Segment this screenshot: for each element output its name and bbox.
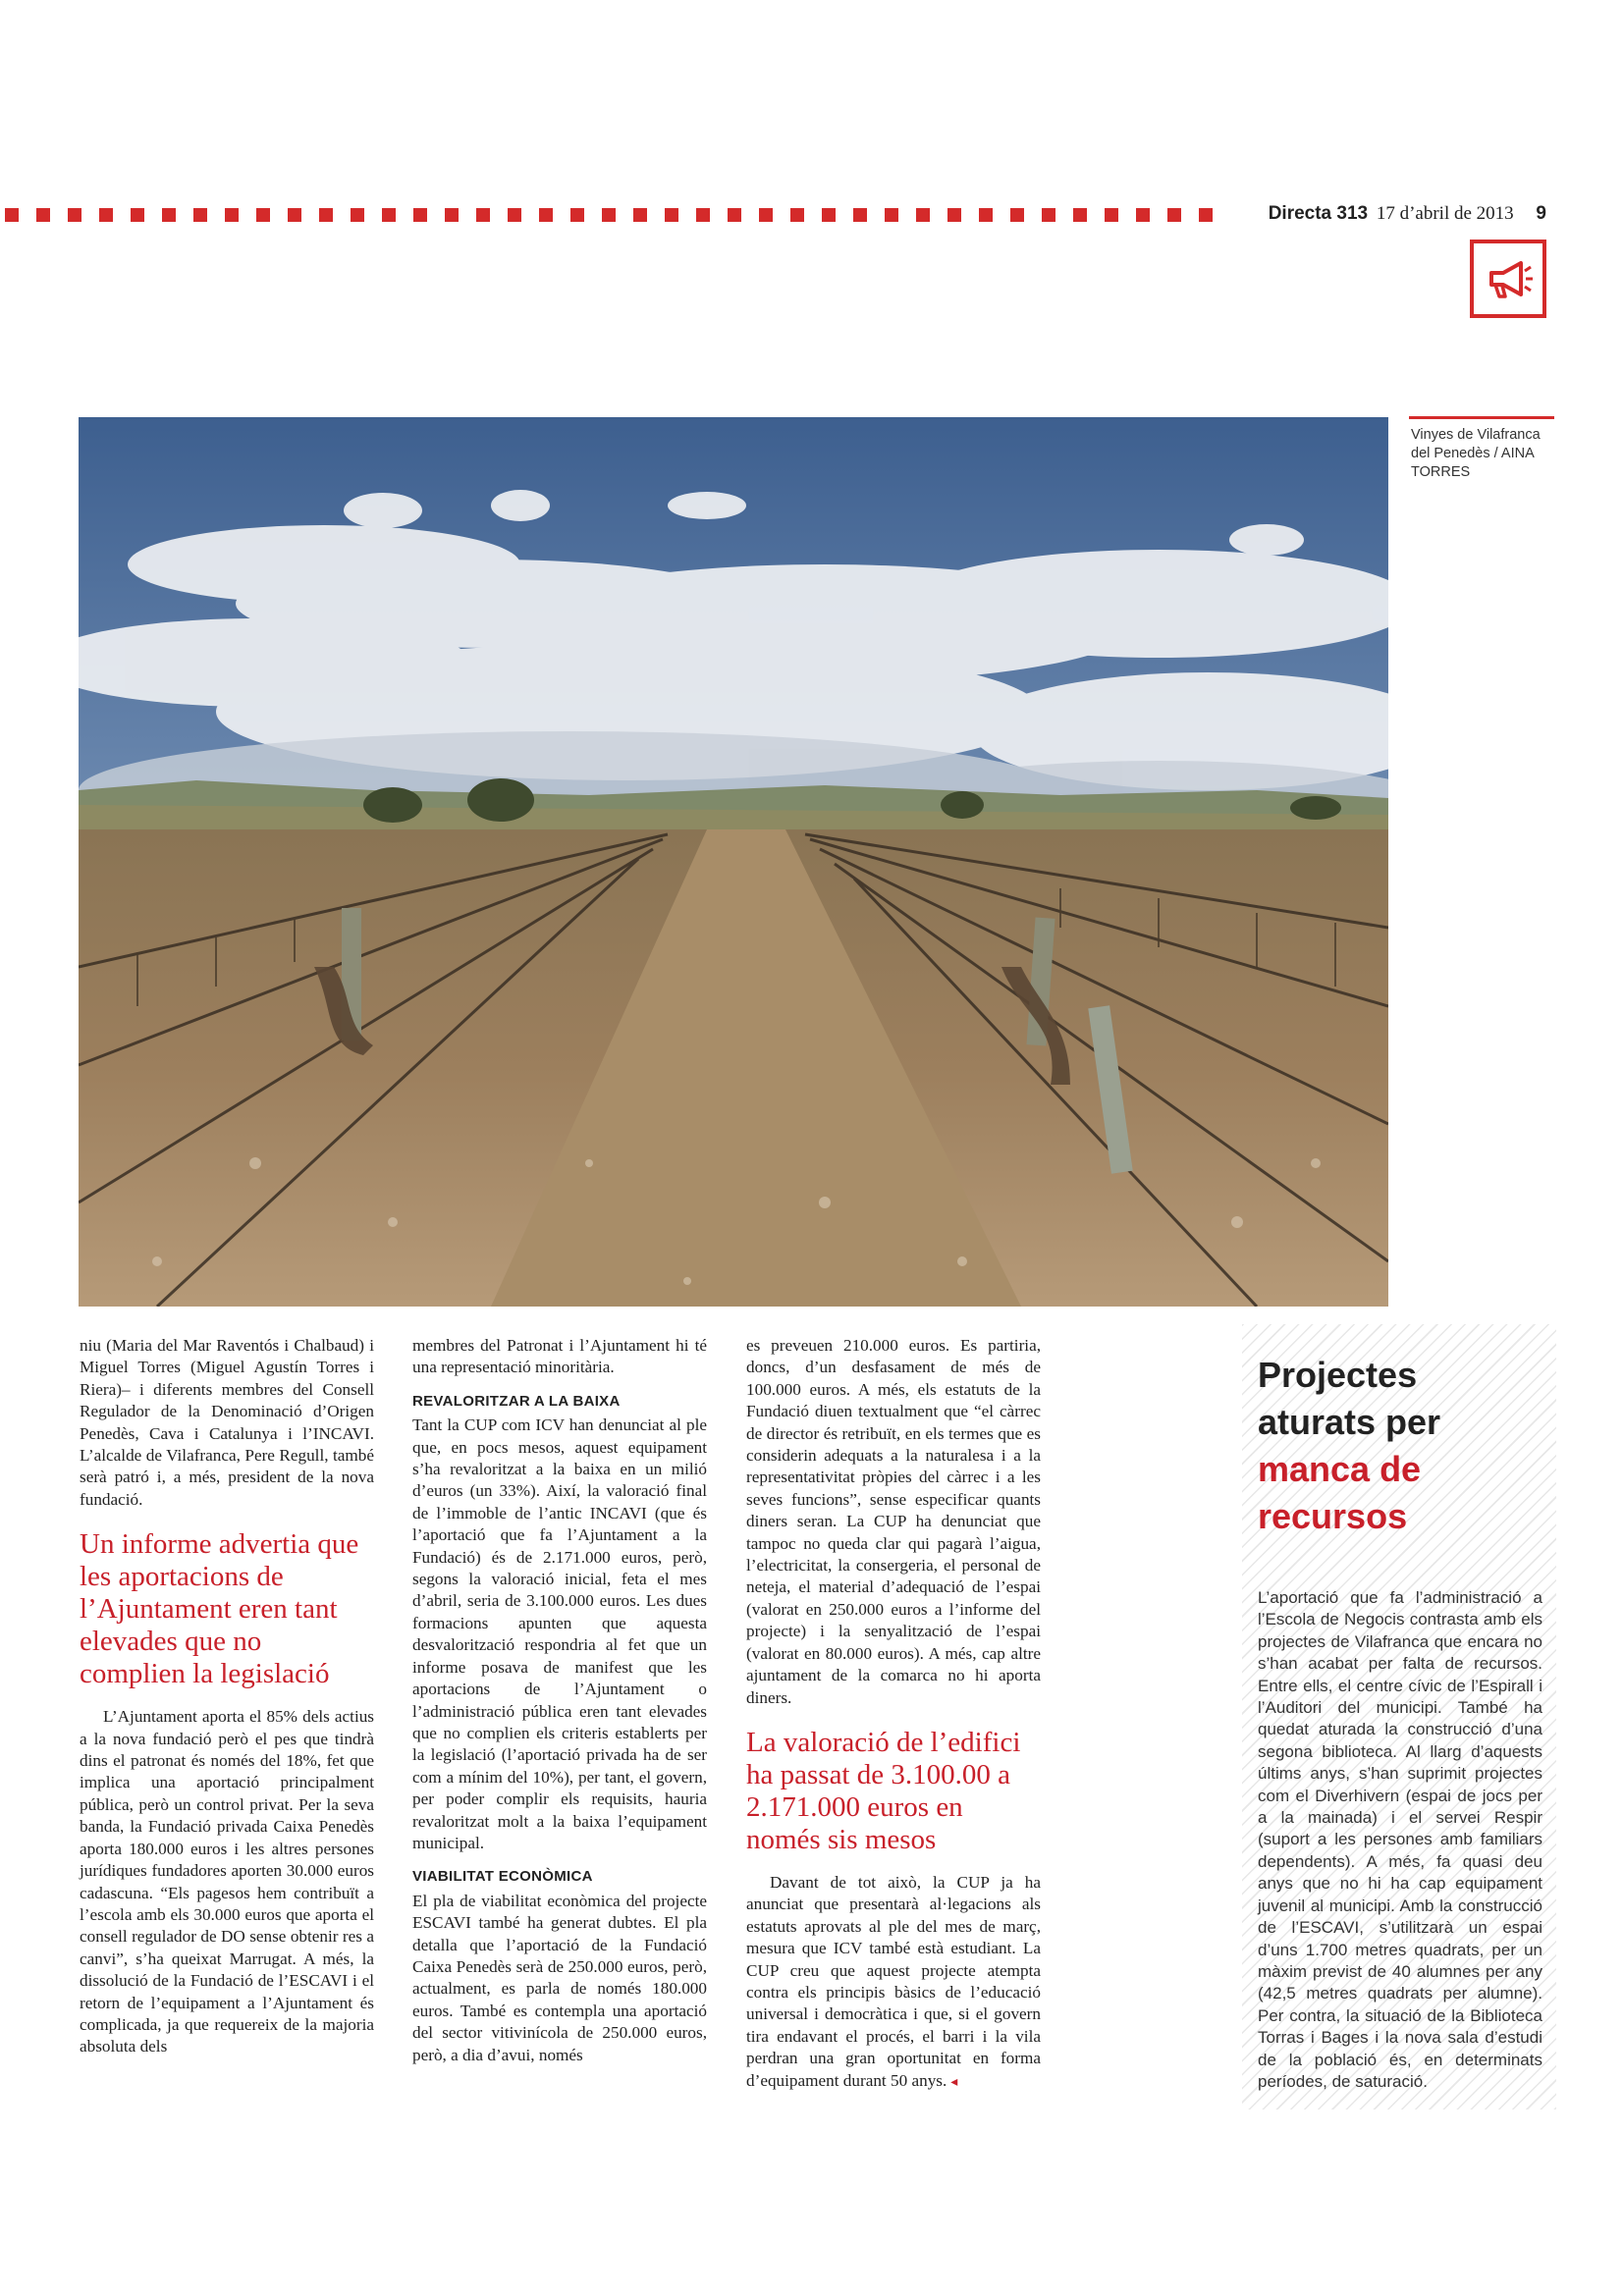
top-dashed-rule [5,208,1220,222]
caption-rule [1409,416,1554,419]
subhead-viabilitat: VIABILITAT ECONÒMICA [412,1868,593,1886]
paragraph: Tant la CUP com ICV han denunciat al ple que, en pocs mesos, aquest equipament s’ha revaloritzat a la baixa en un milió d’euros (un 33%). Així, la valoració final de l’immoble de l’antic INCAVI (que és l’aportació que fa l’Ajuntament a la Fundació) és de 2.171.000 euros, però, segons la valoració inicial, feta el mes d’abril, seria de 3.100.000 euros. Les dues formacions apunten que aquesta desvalorització respondria al fet que un informe posava de manifest que les aportacions de l’Ajuntament o l’administració pública eren tant elevades que no complien els criteris establerts per la legislació (l’aportació privada ha de ser com a mínim del 10%), per tant, el govern, per poder complir els requisits, hauria revaloritzat molt a la baixa l’equipament municipal. [412,1415,707,1852]
paragraph-text: Davant de tot això, la CUP ja ha anunciat que presentarà al·legacions als estatuts aprovats al ple del mes de març, mesura que ICV també està estudiant. La CUP creu que aquest projecte atempta contra els principis bàsics de l’educació universal i democràtica i que, si el govern tira endavant el procés, el barri i la vila perdran una gran oportunitat en forma d’equipament durant 50 anys. [746,1872,1041,2090]
page-folio [1269,203,1546,225]
paragraph: membres del Patronat i l’Ajuntament hi té una representació minoritària. [412,1336,707,1377]
paragraph: niu (Maria del Mar Raventós i Chalbaud) i Miguel Torres (Miguel Agustín Torres i Riera)– i diferents membres del Consell Regulador de la Denominació d’Origen Penedès, Cava i Catalunya i l’INCAVI. L’alcalde de Vilafranca, Pere Regull, també serà patró i, a més, president de la nova fundació. [80,1336,374,1509]
section-badge [1470,240,1546,318]
sidebar-title-part1: Projectes aturats per [1258,1355,1441,1442]
paragraph: L’Ajuntament aporta el 85% dels actius a la nova fundació però el pes que tindrà dins el patronat és només del 18%, fet que implica una aportació principalment pública, però un control privat. Per la seva banda, la Fundació privada Caixa Penedès aporta 180.000 euros i les altres persones jurídiques fundadores aporten 30.000 euros cadascuna. “Els pagesos hem contribuït a l’escola amb els 30.000 euros que aporta el consell regulador de DO sense obtenir res a canvi”, s’ha queixat Marrugat. A més, la dissolució de la Fundació de l’ESCAVI i el retorn de l’equipament a l’Ajuntament és complicada, ja que requereix de la majoria absoluta dels [80,1707,374,2056]
vineyard-photo [79,417,1388,1307]
article-column-2 [412,1335,707,2066]
megaphone-icon [1474,243,1542,314]
publication-name: Directa 313 [1268,203,1369,224]
sidebar-title-part2: manca de recursos [1258,1449,1422,1536]
subhead-revaloritzar: REVALORITZAR A LA BAIXA [412,1392,621,1410]
pull-headline-2: La valoració de l’edifici ha passat de 3.100.00 a 2.171.000 euros en només sis mesos [746,1726,1021,1855]
paragraph: es preveuen 210.000 euros. Es partiria, doncs, d’un desfasament de més de 100.000 euros. A més, els estatuts de la Fundació diuen textualment que “el càrrec de director és retribuït, en els termes que es considerin adequats a la naturalesa i a la representativitat pròpies del càrrec i a les seves funcions”, sense especificar quants diners seran. La CUP ha denunciat que tampoc no queda clar qui pagarà l’aigua, l’electricitat, la consergeria, el personal de neteja, el material d’adequació de l’espai (valorat en 250.000 euros a l’informe del projecte) i la senyalització de l’espai (valorat en 80.000 euros). A més, cap altre ajuntament de la comarca no hi aporta diners. [746,1336,1041,1707]
issue-date: 17 d’abril de 2013 [1376,203,1514,224]
sidebar-text: L’aportació que fa l’administració a l’Escola de Negocis contrasta amb els projectes de Vilafranca que encara no s’han acabat per falta de recursos. Entre ells, el centre cívic de l’Espirall i l’Auditori del municipi. També ha quedat aturada la construcció d’una segona biblioteca. Al llarg d’aquests últims anys, s’han suprimit projectes com el Diverhivern (espai de jocs per a la mainada) i el servei Respir (suport a les persones amb familiars dependents). A més, fa quasi deu anys que no hi ha cap equipament juvenil al municipi. Amb la construcció de l’ESCAVI, s’utilitzarà un espai d’uns 1.700 metres quadrats, per un màxim previst de 40 alumnes per any (42,5 metres quadrats per alumne). Per contra, la situació de la Biblioteca Torras i Bages i la nova sala d’estudi de la població és, en determinats períodes, de saturació. [1258,1588,1542,2091]
paragraph-final [746,1872,1041,2094]
paragraph: El pla de viabilitat econòmica del projecte ESCAVI també ha generat dubtes. El pla detalla que l’aportació de la Fundació Caixa Penedès serà de 250.000 euros, però, actualment, es parla de només 180.000 euros. També es contempla una aportació del sector vitivinícola de 250.000 euros, però, a dia d’avui, només [412,1891,707,2064]
article-column-1 [80,1335,374,2058]
end-mark-icon: ◂ [950,2074,958,2090]
page-number: 9 [1536,203,1546,224]
sidebar-title [1258,1352,1542,1540]
photo-caption: Vinyes de Vilafranca del Penedès / AINA TORRES [1411,427,1541,480]
pull-headline-1: Un informe advertia que les aportacions de l’Ajuntament eren tant elevades que no complien la legislació [80,1528,359,1690]
article-column-3 [746,1335,1041,2094]
sidebar-box [1242,1324,1556,2109]
